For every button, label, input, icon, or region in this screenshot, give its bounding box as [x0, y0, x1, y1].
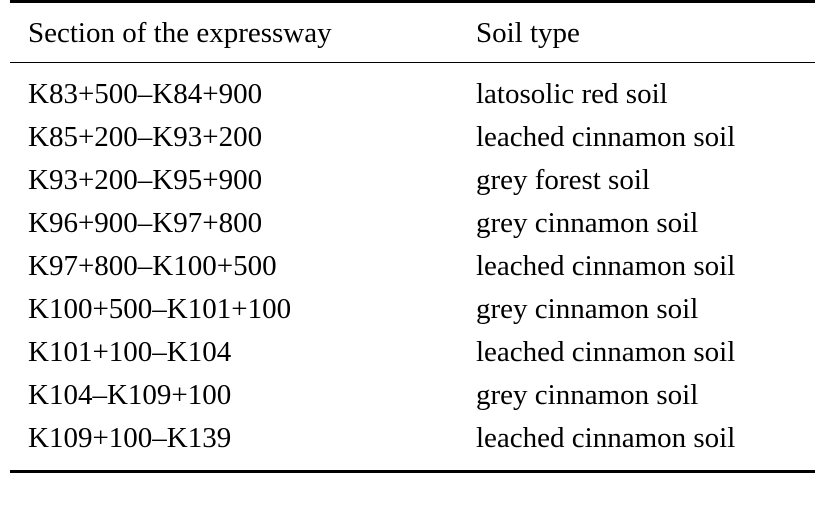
table-header-row: [10, 2, 815, 63]
cell-section: K101+100–K104: [28, 336, 232, 368]
table-row: [10, 288, 815, 331]
table-row: [10, 73, 815, 116]
table-row: [10, 374, 815, 417]
cell-soil-type: leached cinnamon soil: [476, 336, 736, 368]
table-header: [10, 2, 815, 63]
cell-soil-type: grey cinnamon soil: [476, 207, 699, 239]
table-row: [10, 331, 815, 374]
cell-soil-type: leached cinnamon soil: [476, 121, 736, 153]
table-bottom-rule-row: [10, 460, 815, 472]
cell-section: K100+500–K101+100: [28, 293, 292, 325]
cell-section: K85+200–K93+200: [28, 121, 263, 153]
cell-soil-type: grey cinnamon soil: [476, 293, 699, 325]
cell-soil-type: grey cinnamon soil: [476, 379, 699, 411]
spacer-cell-left: [10, 460, 468, 472]
cell-section: K104–K109+100: [28, 379, 232, 411]
cell-section: K96+900–K97+800: [28, 207, 263, 239]
table-row: [10, 159, 815, 202]
column-header-soil-type: Soil type: [468, 2, 815, 63]
spacer-cell-right: [468, 63, 815, 74]
table-spacer-row: [10, 63, 815, 74]
table-row: [10, 245, 815, 288]
spacer-cell-right: [468, 460, 815, 472]
cell-soil-type: leached cinnamon soil: [476, 422, 736, 454]
table-row: [10, 116, 815, 159]
cell-soil-type: leached cinnamon soil: [476, 250, 736, 282]
cell-soil-type: grey forest soil: [476, 164, 650, 196]
cell-section: K109+100–K139: [28, 422, 232, 454]
table-body: [10, 63, 815, 472]
table-row: [10, 202, 815, 245]
table-row: [10, 417, 815, 460]
soil-type-table: [10, 0, 815, 473]
cell-section: K97+800–K100+500: [28, 250, 277, 282]
cell-soil-type: latosolic red soil: [476, 78, 668, 110]
cell-section: K93+200–K95+900: [28, 164, 263, 196]
column-header-section: Section of the expressway: [10, 2, 468, 63]
spacer-cell-left: [10, 63, 468, 74]
cell-section: K83+500–K84+900: [28, 78, 263, 110]
